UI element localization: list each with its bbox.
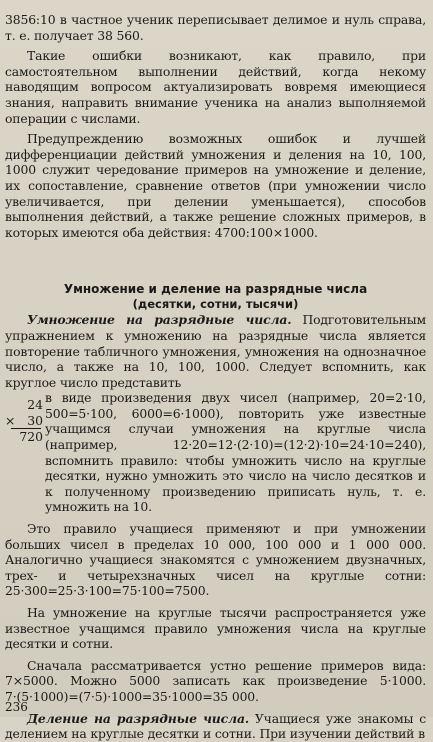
paragraph-prevention: Предупреждению возможных ошибок и лучшей дифференциации действий умножения и деления на 10, 100, 1000 служит чередование примеров на умножение и деление, их сопоставление, сравнение ответов (при умножении число увеличивается, при делении уменьшается), способов выполнения действий, а также решение сложных примеров, в которых имеются оба действия: 4700:100×1000.	[5, 131, 426, 240]
paragraph-multiplication-rule: в виде произведения двух чисел (например, 20=2·10, 500=5·100, 6000=6·1000), повторить уже известные учащимся случаи умножения на круглые числа (например, 12·20=12·(2·10)=(12·2)·10=24·10=240), вспомнить правило: чтобы умножить число на круглые десятки, нужно умножить это число на число десятков и к полученному произведению приписать нуль, т. е. умножить на 10.	[45, 390, 426, 515]
paragraph-examples: Сначала рассматривается устно решение примеров вида: 7×5000. Можно 5000 записать как произведение 5·1000. 7·(5·1000)=(7·5)·1000=35·1000=35 000.	[5, 657, 426, 704]
calc-multiplicand: 24	[27, 397, 43, 413]
section-subheading: (десятки, сотни, тысячи)	[132, 297, 299, 312]
paragraph-division	[5, 711, 426, 742]
section-heading: Умножение и деление на разрядные числа	[63, 282, 368, 297]
calculation-wrap	[5, 390, 426, 515]
page-number: 236	[5, 700, 28, 714]
paragraph-title-division: Деление на разрядные числа.	[27, 710, 249, 726]
calc-multiplier: 30	[27, 412, 43, 428]
paragraph-multiplication-intro	[5, 312, 426, 390]
calc-result: 720	[19, 429, 43, 445]
paragraph-errors: Такие ошибки возникают, как правило, при самостоятельном выполнении действий, когда некому наводящим вопросом актуализировать вовремя имеющиеся знания, направить внимание ученика на анализ выполняемой операции с числами.	[5, 48, 426, 126]
paragraph-continuation: 3856:10 в частное ученик переписывает делимое и нуль справа, т. е. получает 38 560.	[5, 12, 426, 43]
multiply-sign: ×	[5, 412, 16, 428]
paragraph-large-numbers: Это правило учащиеся применяют и при умножении больших чисел в пределах 10 000, 100 000 и 1 000 000. Аналогично учащиеся знакомятся с умножением двузначных, трех- и четырехзначных чисел на круглые сотни: 25·300=25·3·100=75·100=7500.	[5, 521, 426, 599]
paragraph-thousands: На умножение на круглые тысячи распространяется уже известное учащимся правило умножения числа на круглые десятки и сотни.	[5, 605, 426, 652]
paragraph-title-multiplication: Умножение на разрядные числа.	[27, 312, 292, 328]
column-multiplication	[5, 397, 45, 445]
paragraph-text: Подготовительным упражнением к умножению на разрядные числа является повторение табличного умножения, умножения на однозначное число, а также на 10, 100, 1000. Следует вспомнить, как круглое число представить	[5, 312, 426, 390]
paragraph-text: Учащиеся уже знакомы с делением на круглые десятки и сотни. При изучении действий в	[5, 710, 427, 742]
